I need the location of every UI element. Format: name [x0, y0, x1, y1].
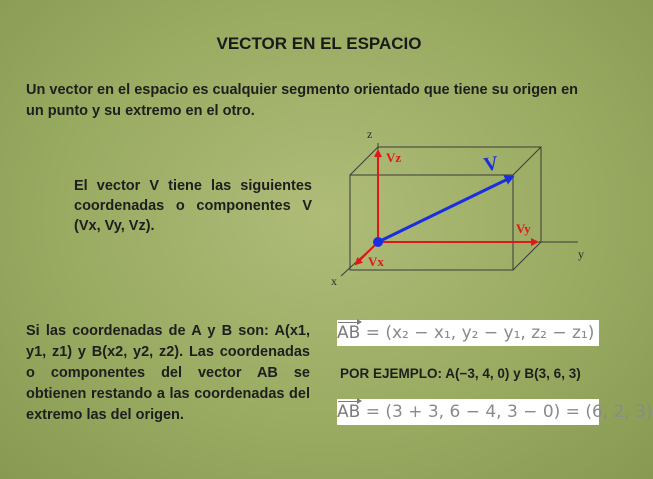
vector-ab-symbol: AB: [337, 399, 360, 425]
intro-paragraph: Un vector en el espacio es cualquier segmento orientado que tiene su origen en un punto y su extremo en el otro.: [26, 82, 578, 119]
vz-label: Vz: [386, 150, 402, 165]
formula-example-rhs: = (3 + 3, 6 − 4, 3 − 0) = (6, 2, 3): [365, 402, 653, 422]
formula-general: [337, 320, 599, 346]
formula-example: [337, 399, 653, 425]
page-title: VECTOR EN EL ESPACIO: [216, 34, 422, 53]
axis-y-label: y: [578, 247, 584, 261]
v-label: V: [482, 152, 501, 177]
coordinates-explanation: Si las coordenadas de A y B son: A(x1, y1, z1) y B(x2, y2, z2). Las coordenadas o componentes del vector AB se obtienen restando a las coordenadas del extremo las del origen.: [26, 323, 310, 423]
formula-general-rhs: = (x₂ − x₁, y₂ − y₁, z₂ − z₁): [365, 323, 595, 343]
vy-label: Vy: [516, 221, 531, 236]
example-heading: POR EJEMPLO: A(−3, 4, 0) y B(3, 6, 3): [340, 366, 581, 381]
vector-ab-symbol: AB: [337, 320, 360, 346]
origin-point: [373, 237, 383, 247]
axis-x-label: x: [331, 274, 337, 288]
axis-z-label: z: [367, 127, 373, 141]
vector-v-arrow: [378, 177, 512, 242]
vx-label: Vx: [368, 254, 384, 269]
vector-components-description: El vector V tiene las siguientes coordenadas o componentes V (Vx, Vy, Vz).: [74, 178, 312, 234]
